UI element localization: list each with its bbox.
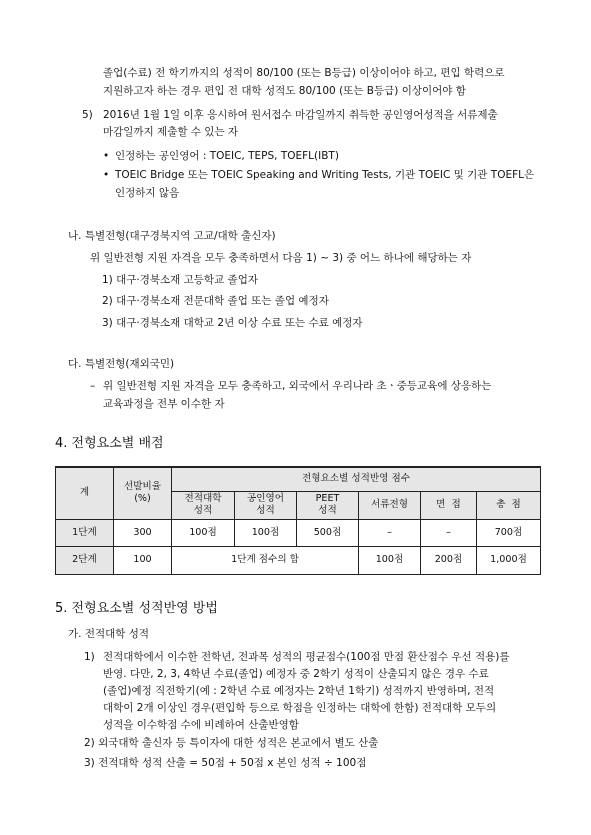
cell-merged-stage1-sum: 1단계 점수의 합 (172, 546, 359, 574)
section-4-title: 4. 전형요소별 배점 (55, 436, 164, 451)
special-local-item-3: 3) 대구·경북소재 대학교 2년 이상 수료 또는 수료 예정자 (102, 317, 363, 329)
intro-cont-line-1: 졸업(수료) 전 학기까지의 성적이 80/100 (또는 B등급) 이상이어야 하고, 편입 학력으로 (103, 67, 505, 79)
cell-total: 1,000점 (477, 546, 541, 574)
table-row (56, 546, 541, 574)
bullet-english-accepted: 인정하는 공인영어 : TOEIC, TEPS, TOEFL(IBT) (115, 150, 339, 162)
special-local-heading: 나. 특별전형(대구경북지역 고교/대학 출신자) (68, 230, 276, 242)
header-gye: 계 (56, 467, 114, 519)
header-peet-score: PEET 성적 (297, 491, 359, 519)
special-overseas-line-1: 위 일반전형 지원 자격을 모두 충족하고, 외국에서 우리나라 초ㆍ중등교육에 상응하는 (103, 380, 492, 392)
special-overseas-line-2: 교육과정을 전부 이수한 자 (103, 398, 225, 410)
special-local-item-1: 1) 대구·경북소재 고등학교 졸업자 (102, 274, 258, 286)
score-allocation-table (55, 466, 541, 575)
cell-gpa: 100점 (172, 519, 235, 546)
section-5-sub-heading: 가. 전적대학 성적 (68, 628, 150, 640)
special-overseas-heading: 다. 특별전형(재외국민) (68, 358, 175, 370)
cell-total: 700점 (477, 519, 541, 546)
cell-peet: 500점 (297, 519, 359, 546)
s5-item-1-number: 1) (84, 651, 95, 663)
s5-item-1-line-4: 대학이 2개 이상인 경우(편입학 등으로 학점을 인정하는 대학에 한함) 전적대학 모두의 (103, 702, 497, 714)
item-5-number: 5) (82, 109, 93, 121)
bullet-english-excluded-line-1: TOEIC Bridge 또는 TOEIC Speaking and Writing Tests, 기관 TOEIC 및 기관 TOEFL은 (115, 169, 535, 181)
s5-item-2: 2) 외국대학 출신자 등 특이자에 대한 성적은 본교에서 별도 산출 (84, 737, 379, 749)
header-interview: 면 접 (421, 491, 477, 519)
cell-interview: 200점 (421, 546, 477, 574)
cell-interview: – (421, 519, 477, 546)
special-overseas-dash: – (90, 380, 96, 392)
special-local-lead: 위 일반전형 지원 자격을 모두 충족하면서 다음 1) ~ 3) 중 어느 하나에 해당하는 자 (90, 252, 472, 264)
intro-cont-line-2: 지원하고자 하는 경우 편입 전 대학 성적도 80/100 (또는 B등급) 이상이어야 함 (103, 85, 466, 97)
row-stage: 1단계 (56, 519, 114, 546)
bullet-english-excluded-line-2: 인정하지 않음 (115, 187, 180, 199)
item-5-line-2: 마감일까지 제출할 수 있는 자 (103, 126, 239, 138)
bullet-dot-icon: • (103, 169, 110, 181)
header-total: 총 점 (477, 491, 541, 519)
s5-item-1-line-3: (졸업)예정 직전학기(예 : 2학년 수료 예정자는 2학년 1학기) 성적까지 반영하며, 전적 (103, 685, 495, 697)
item-5-line-1: 2016년 1월 1일 이후 응시하여 원서접수 마감일까지 취득한 공인영어성적을 서류제출 (103, 109, 498, 121)
s5-item-3: 3) 전적대학 성적 산출 = 50점 + 50점 x 본인 성적 ÷ 100점 (84, 757, 367, 769)
header-document-screening: 서류전형 (359, 491, 421, 519)
cell-document: 100점 (359, 546, 421, 574)
section-5-title: 5. 전형요소별 성적반영 방법 (55, 601, 218, 616)
cell-english: 100점 (235, 519, 297, 546)
s5-item-1-line-5: 성적을 이수학점 수에 비례하여 산출반영함 (103, 719, 299, 731)
cell-document: – (359, 519, 421, 546)
cell-ratio: 100 (114, 546, 172, 574)
header-selection-ratio: 선발비율 (%) (114, 467, 172, 519)
cell-ratio: 300 (114, 519, 172, 546)
s5-item-1-line-1: 전적대학에서 이수한 전학년, 전과목 성적의 평균점수(100점 만점 환산점수 우선 적용)를 (103, 651, 510, 663)
header-prior-gpa: 전적대학 성적 (172, 491, 235, 519)
special-local-item-2: 2) 대구·경북소재 전문대학 졸업 또는 졸업 예정자 (102, 295, 329, 307)
header-english-score: 공인영어 성적 (235, 491, 297, 519)
header-score-group: 전형요소별 성적반영 점수 (172, 467, 541, 491)
bullet-dot-icon: • (103, 150, 110, 162)
table-row (56, 519, 541, 546)
s5-item-1-line-2: 반영. 다만, 2, 3, 4학년 수료(졸업) 예정자 중 2학기 성적이 산출되지 않은 경우 수료 (103, 668, 489, 680)
row-stage: 2단계 (56, 546, 114, 574)
